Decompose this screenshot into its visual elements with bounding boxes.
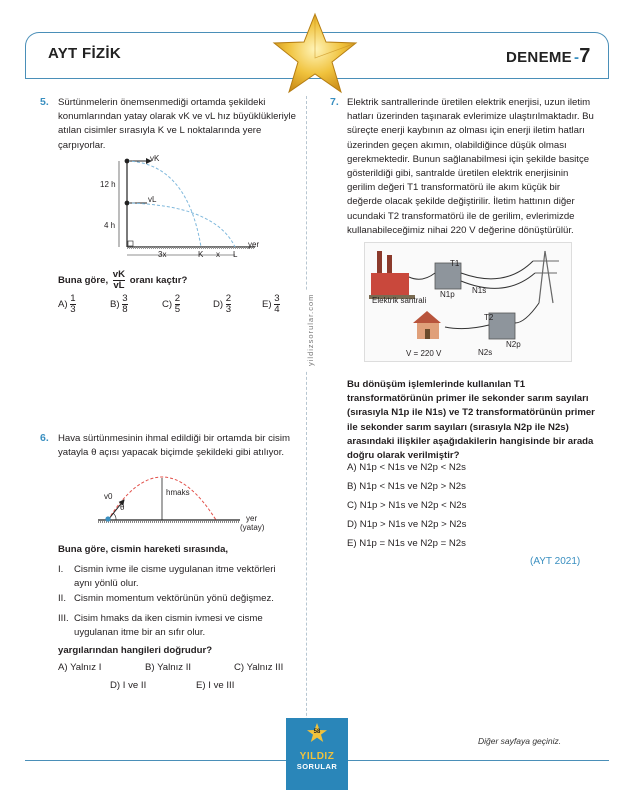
q7-voltage-label: V = 220 V	[406, 349, 442, 358]
q6-theta-label: θ	[120, 503, 125, 512]
website-vertical: yildizsorular.com	[306, 290, 315, 370]
q5-l-label: L	[233, 250, 238, 259]
q6-ask: yargılarından hangileri doğrudur?	[58, 645, 213, 656]
star-icon	[270, 12, 360, 96]
column-divider	[306, 96, 307, 756]
q5-x-label: x	[216, 250, 220, 259]
q5-12h-label: 12 h	[100, 180, 116, 189]
q6-statement-1: Cismin ivme ile cisme uygulanan itme vektörleri aynı yönlü olur.	[74, 564, 276, 590]
q7-n2s-label: N2s	[478, 348, 493, 357]
q7-option-d[interactable]: D) N1p > N1s ve N2p > N2s	[347, 519, 467, 530]
q7-option-a[interactable]: A) N1p < N1s ve N2p < N2s	[347, 462, 466, 473]
q7-option-c[interactable]: C) N1p > N1s ve N2p < N2s	[347, 500, 467, 511]
q6-option-d[interactable]: D) I ve II	[110, 680, 147, 691]
q5-vk-label: vK	[150, 154, 160, 163]
q6-statement-2-roman: II.	[58, 593, 66, 604]
q6-horizontal-label: (yatay)	[240, 523, 265, 532]
q6-text: Hava sürtünmesinin ihmal edildiği bir ortamda bir cisim yatayla θ açısı yapacak biçimde şekildeki gibi atılıyor.	[58, 433, 290, 459]
q6-statement-2: Cismin momentum vektörünün yönü değişmez.	[74, 593, 274, 604]
page-number: 58	[313, 729, 321, 735]
q6-statement-3-roman: III.	[58, 613, 69, 624]
logo-top-text: YILDIZ	[299, 751, 335, 762]
q6-statement-1-roman: I.	[58, 564, 64, 575]
q5-ground-label: yer	[248, 240, 260, 249]
q6-statement-3: Cisim hmaks da iken cismin ivmesi ve cisme uygulanan itme bir an sıfır olur.	[74, 613, 263, 639]
q7-t2-label: T2	[484, 313, 494, 322]
q5-option-d[interactable]: D) $\frac{2}{3}$	[213, 293, 232, 315]
q5-text: Sürtünmelerin önemsenmediği ortamda şekildeki konumlarından yatay olarak vK ve vL hız büyüklükleriyle atılan cisimler sırasıyla K ve L noktalarında yere çarpıyorlar.	[58, 97, 297, 151]
q5-4h-label: 4 h	[104, 221, 116, 230]
q6-figure	[90, 468, 290, 530]
next-page-note: Diğer sayfaya geçiniz.	[478, 736, 562, 746]
q5-3x-label: 3x	[158, 250, 167, 259]
q6-option-b[interactable]: B) Yalnız II	[145, 662, 192, 673]
q7-option-e[interactable]: E) N1p = N1s ve N2p = N2s	[347, 538, 466, 549]
q7-n1s-label: N1s	[472, 286, 487, 295]
q7-n1p-label: N1p	[440, 290, 455, 299]
q6-ground-label: yer	[246, 514, 258, 523]
q5-option-e[interactable]: E) $\frac{3}{4}$	[262, 293, 280, 315]
q7-source: (AYT 2021)	[530, 556, 581, 567]
q5-option-b[interactable]: B) $\frac{3}{8}$	[110, 293, 128, 315]
q7-plant-label: Elektrik santrali	[372, 296, 427, 305]
q6-option-c[interactable]: C) Yalnız III	[234, 662, 284, 673]
subject-title: AYT FİZİK	[48, 45, 121, 62]
q5-question: Buna göre, $\frac{vK}{vL}$ oranı kaçtır?	[58, 269, 188, 291]
q7-n2p-label: N2p	[506, 340, 521, 349]
q5-k-label: K	[198, 250, 204, 259]
q7-question: Bu dönüşüm işlemlerinde kullanılan T1 transformatörünün primer ile sekonder sarım sayıları (sırasıyla N1p ile N1s) ve T2 transformatörünün primer ile sekonder sarım sayıları (sırasıyla N2p ile N2s) arasındaki ilişkiler aşağıdakilerin hangisinde bir arada doğru olarak verilmiştir?	[347, 379, 595, 462]
q6-question: Buna göre, cismin hareketi sırasında,	[58, 544, 229, 555]
q6-option-e[interactable]: E) I ve III	[196, 680, 235, 691]
exam-title: DENEME -7	[506, 45, 591, 67]
q5-number: 5.	[40, 96, 49, 108]
q5-option-a[interactable]: A) $\frac{1}{3}$	[58, 293, 76, 315]
logo-bottom-text: SORULAR	[296, 762, 338, 771]
q6-option-a[interactable]: A) Yalnız I	[58, 662, 102, 673]
q5-option-c[interactable]: C) $\frac{2}{5}$	[162, 293, 181, 315]
footer-logo	[286, 718, 348, 790]
q6-number: 6.	[40, 432, 49, 444]
q5-vl-label: vL	[148, 195, 157, 204]
q7-option-b[interactable]: B) N1p < N1s ve N2p > N2s	[347, 481, 466, 492]
q6-v0-label: v0	[104, 492, 113, 501]
q6-hmaks-label: hmaks	[166, 488, 190, 497]
q7-number: 7.	[330, 96, 339, 108]
q7-text: Elektrik santrallerinde üretilen elektrik enerjisi, uzun iletim hatları üzerinden taşınarak evlerimize ulaştırılmaktadır. Bu süreçte enerji kaybının az olması için enerji iletim hatları üzerinden geçen akımın, olabildiğince düşük olması gerekmektedir. Bunun sağlanabilmesi için şekilde basitçe gösterildiği gibi, santralde üretilen elektrik enerjisinin gerilim değeri T1 transformatörü ile akım küçük bir değerde olacak şekilde değiştirilir. İletim hattının diğer ucundaki T2 transformatörü ile de gerilim, evlerimizde kullanabileceğimiz nihai 220 V değerine dönüştürülür.	[347, 97, 594, 236]
q7-t1-label: T1	[450, 259, 460, 268]
